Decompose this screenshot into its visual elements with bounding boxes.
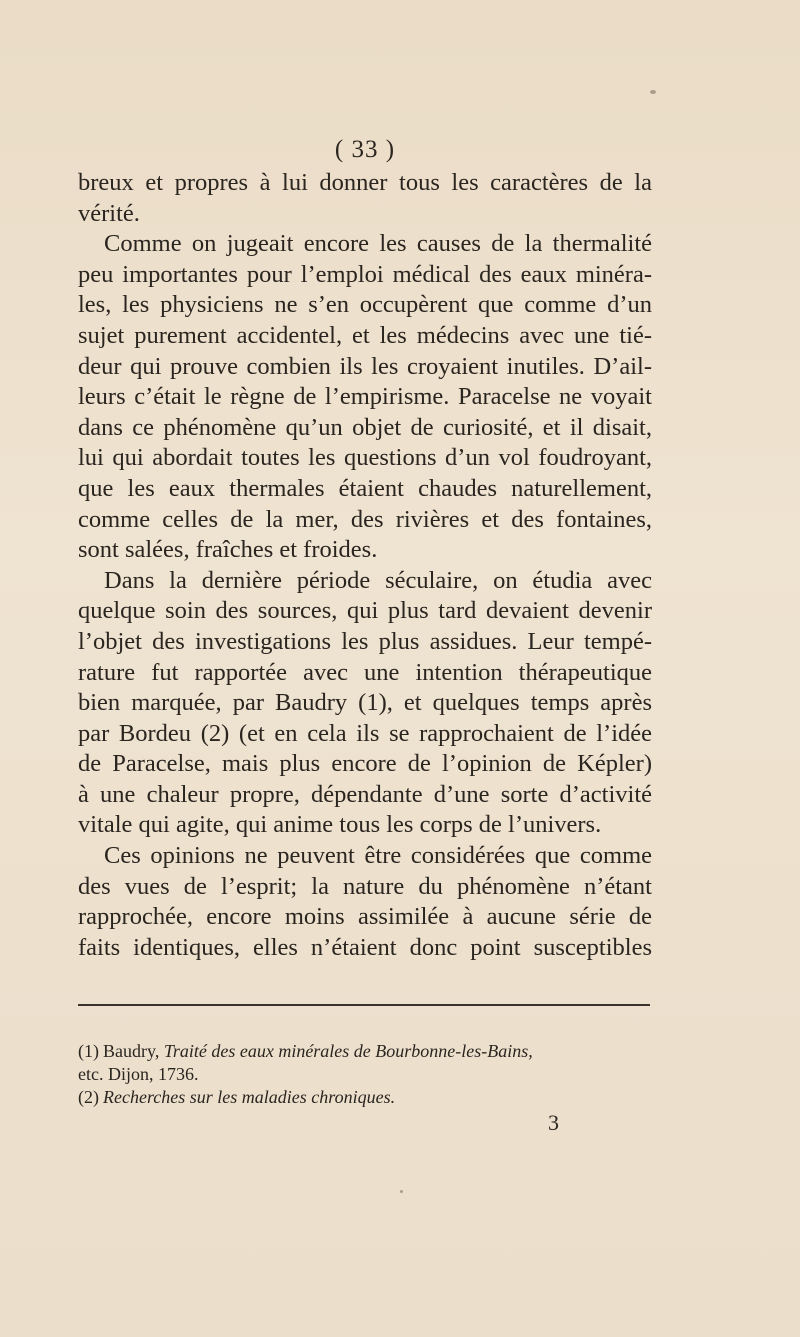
footnote-line [78, 1063, 652, 1086]
text-line: rapprochée, encore moins assimilée à aucune série de [78, 903, 652, 931]
footnote-text: etc. Dijon, 1736. [78, 1064, 199, 1084]
text-line: faits identiques, elles n’étaient donc point susceptibles [78, 933, 652, 961]
text-line: à une chaleur propre, dépendante d’une sorte d’activité [78, 780, 652, 808]
paper-speck [650, 90, 656, 94]
footnote-number: (2) [78, 1087, 99, 1107]
footnote-title: Traité des eaux minérales de Bourbonne-les-Bains, [163, 1041, 533, 1061]
text-line: l’objet des investigations les plus assidues. Leur tempé- [78, 627, 652, 655]
signature-mark: 3 [548, 1110, 559, 1135]
paper-speck [400, 1190, 403, 1193]
text-line: des vues de l’esprit; la nature du phénomène n’étant [78, 872, 652, 900]
text-line: leurs c’était le règne de l’empirisme. Paracelse ne voyait [78, 383, 652, 411]
text-line: vérité. [78, 199, 140, 227]
text-line: lui qui abordait toutes les questions d’un vol foudroyant, [78, 444, 652, 472]
text-line: sujet purement accidentel, et les médecins avec une tié- [78, 321, 652, 349]
text-line: deur qui prouve combien ils les croyaient inutiles. D’ail- [78, 352, 652, 380]
text-line: sont salées, fraîches et froides. [78, 536, 378, 564]
text-line: vitale qui agite, qui anime tous les corps de l’univers. [78, 811, 602, 839]
footnote-text: Baudry, [103, 1041, 160, 1061]
text-line: bien marquée, par Baudry (1), et quelques temps après [78, 689, 652, 717]
page-number: ( 33 ) [334, 136, 396, 163]
text-line: par Bordeu (2) (et en cela ils se rapprochaient de l’idée [78, 719, 652, 747]
text-line: breux et propres à lui donner tous les caractères de la [78, 169, 652, 196]
text-line: que les eaux thermales étaient chaudes naturellement, [78, 474, 652, 502]
text-line: quelque soin des sources, qui plus tard devaient devenir [78, 597, 652, 625]
text-line: rature fut rapportée avec une intention thérapeutique [78, 658, 652, 686]
text-line: les, les physiciens ne s’en occupèrent que comme d’un [78, 291, 652, 319]
footnote-line [78, 1040, 652, 1063]
footnotes [78, 1040, 652, 1109]
body-text [78, 168, 652, 963]
text-line: de Paracelse, mais plus encore de l’opinion de Képler) [78, 750, 652, 778]
text-line: Dans la dernière période séculaire, on étudia avec [104, 566, 652, 594]
footnote-line [78, 1086, 652, 1109]
text-line: Ces opinions ne peuvent être considérées que comme [104, 842, 652, 870]
text-line: peu importantes pour l’emploi médical des eaux minéra- [78, 260, 652, 288]
footnote-separator [78, 1004, 650, 1006]
text-line: dans ce phénomène qu’un objet de curiosité, et il disait, [78, 413, 652, 441]
text-line: Comme on jugeait encore les causes de la thermalité [104, 230, 652, 258]
text-line: comme celles de la mer, des rivières et des fontaines, [78, 505, 652, 533]
footnote-number: (1) [78, 1041, 99, 1061]
footnote-title: Recherches sur les maladies chroniques. [103, 1087, 396, 1107]
